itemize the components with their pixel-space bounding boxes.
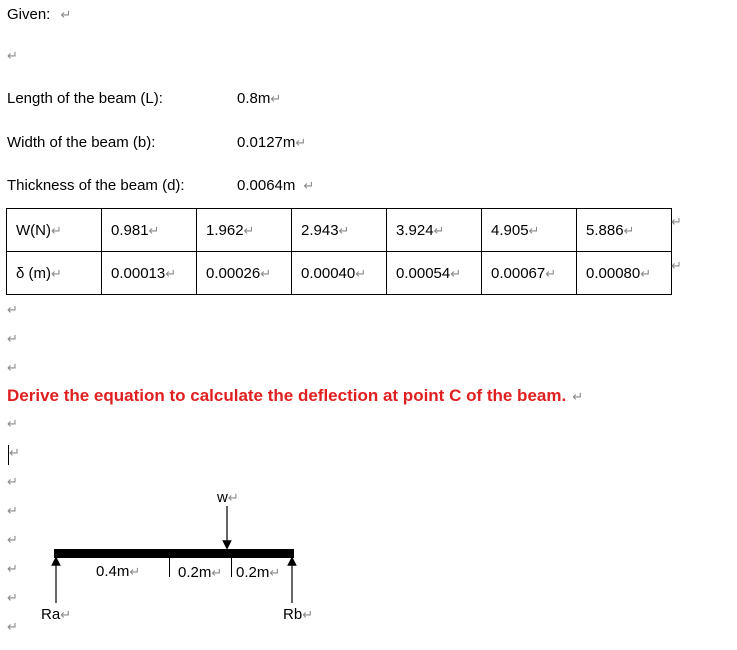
segment-label: 0.4m↵: [96, 563, 141, 580]
segment-divider: [231, 558, 232, 577]
table-cell: 4.905↵: [482, 209, 577, 252]
length-value: 0.8m↵: [237, 90, 282, 107]
table-cell: 0.00080↵: [577, 252, 672, 295]
table-cell: 0.00013↵: [102, 252, 197, 295]
width-value: 0.0127m↵: [237, 134, 307, 151]
given-label: Given:: [7, 6, 51, 23]
paragraph-mark: ↵: [7, 302, 18, 317]
segment-label: 0.2m↵: [236, 564, 281, 581]
paragraph-mark: ↵: [7, 532, 18, 547]
table-cell: 2.943↵: [292, 209, 387, 252]
length-label: Length of the beam (L):: [7, 90, 163, 107]
table-cell: 1.962↵: [197, 209, 292, 252]
paragraph-mark: ↵: [7, 474, 18, 489]
segment-label: 0.2m↵: [178, 564, 223, 581]
table-cell: 0.00040↵: [292, 252, 387, 295]
table-cell: 5.886↵: [577, 209, 672, 252]
support-left-label: Ra↵: [41, 606, 72, 623]
support-right-label: Rb↵: [283, 606, 314, 623]
paragraph-mark: ↵: [7, 331, 18, 346]
paragraph-mark: ↵: [7, 416, 18, 431]
table-cell: 0.00026↵: [197, 252, 292, 295]
width-label: Width of the beam (b):: [7, 134, 156, 151]
paragraph-mark: ↵: [7, 561, 18, 576]
row-header-w: W(N)↵: [7, 209, 102, 252]
thickness-label: Thickness of the beam (d):: [7, 177, 185, 194]
row-header-delta: δ (m)↵: [7, 252, 102, 295]
instruction-text: Derive the equation to calculate the deflection at point C of the beam. ↵: [7, 386, 584, 405]
row-end-mark: ↵: [671, 258, 682, 273]
thickness-value: 0.0064m ↵: [237, 177, 315, 194]
load-label: w↵: [217, 489, 239, 506]
table-cell: 0.00054↵: [387, 252, 482, 295]
paragraph-mark: ↵: [7, 590, 18, 605]
paragraph-mark: ↵: [7, 503, 18, 518]
paragraph-mark: ↵: [7, 48, 18, 63]
paragraph-mark: ↵: [60, 7, 72, 22]
table-cell: 0.981↵: [102, 209, 197, 252]
table-cell: 3.924↵: [387, 209, 482, 252]
paragraph-mark: ↵: [7, 360, 18, 375]
table-cell: 0.00067↵: [482, 252, 577, 295]
row-end-mark: ↵: [671, 214, 682, 229]
segment-divider: [169, 558, 170, 577]
paragraph-mark: ↵: [9, 445, 20, 460]
paragraph-mark: ↵: [7, 619, 18, 634]
